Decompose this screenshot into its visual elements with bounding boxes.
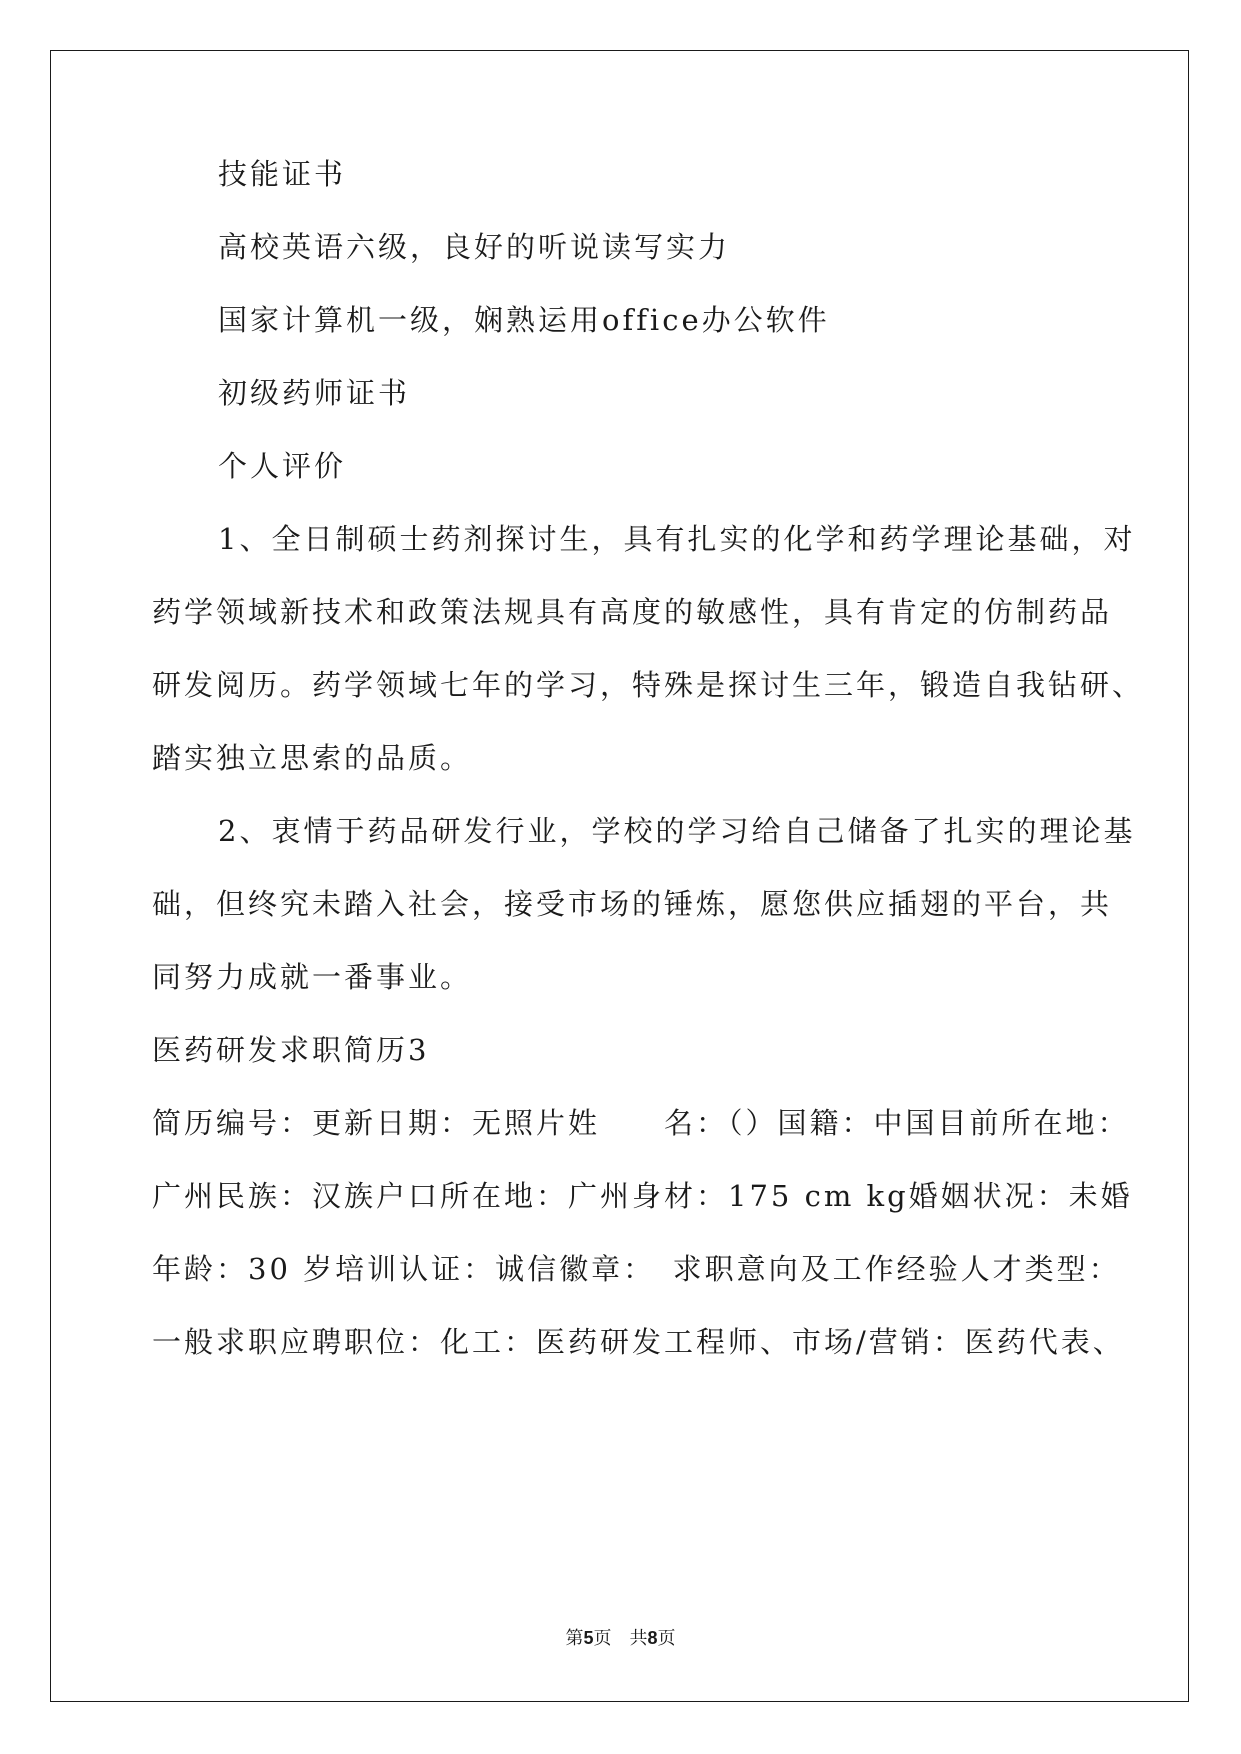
- footer-suffix: 页: [657, 1628, 676, 1649]
- cert-pharmacist: 初级药师证书: [218, 376, 411, 410]
- section-heading-skills: 技能证书: [218, 157, 347, 191]
- eval-paragraph-2-line-3: 同努力成就一番事业。: [152, 960, 473, 994]
- resume-info-line-1: 简历编号：更新日期：无照片姓 名：（）国籍：中国目前所在地：: [152, 1106, 1130, 1140]
- eval-paragraph-2-line-1: 2、衷情于药品研发行业，学校的学习给自己储备了扎实的理论基: [218, 814, 1136, 848]
- resume-title: 医药研发求职简历3: [152, 1033, 430, 1067]
- eval-paragraph-1-line-3: 研发阅历。药学领域七年的学习，特殊是探讨生三年，锻造自我钻研、: [152, 668, 1145, 702]
- eval-paragraph-1-line-1: 1、全日制硕士药剂探讨生，具有扎实的化学和药学理论基础，对: [218, 522, 1136, 556]
- eval-paragraph-1-line-2: 药学领域新技术和政策法规具有高度的敏感性，具有肯定的仿制药品: [152, 595, 1113, 629]
- footer-mid: 页 共: [593, 1628, 648, 1649]
- eval-paragraph-1-line-4: 踏实独立思索的品质。: [152, 741, 473, 775]
- total-page-number: 8: [647, 1628, 658, 1648]
- current-page-number: 5: [583, 1628, 594, 1648]
- cert-computer: 国家计算机一级，娴熟运用office办公软件: [218, 303, 830, 337]
- resume-info-line-3: 年龄：30 岁培训认证：诚信徽章： 求职意向及工作经验人才类型：: [152, 1252, 1121, 1286]
- footer-prefix: 第: [565, 1628, 584, 1649]
- section-heading-evaluation: 个人评价: [218, 449, 347, 483]
- eval-paragraph-2-line-2: 础，但终究未踏入社会，接受市场的锤炼，愿您供应插翅的平台，共: [152, 887, 1113, 921]
- cert-english: 高校英语六级，良好的听说读写实力: [218, 230, 731, 264]
- resume-info-line-2: 广州民族：汉族户口所在地：广州身材：175 cm kg婚姻状况：未婚: [152, 1179, 1133, 1213]
- page-footer: [0, 1624, 1241, 1650]
- resume-info-line-4: 一般求职应聘职位：化工：医药研发工程师、市场/营销：医药代表、: [152, 1325, 1125, 1359]
